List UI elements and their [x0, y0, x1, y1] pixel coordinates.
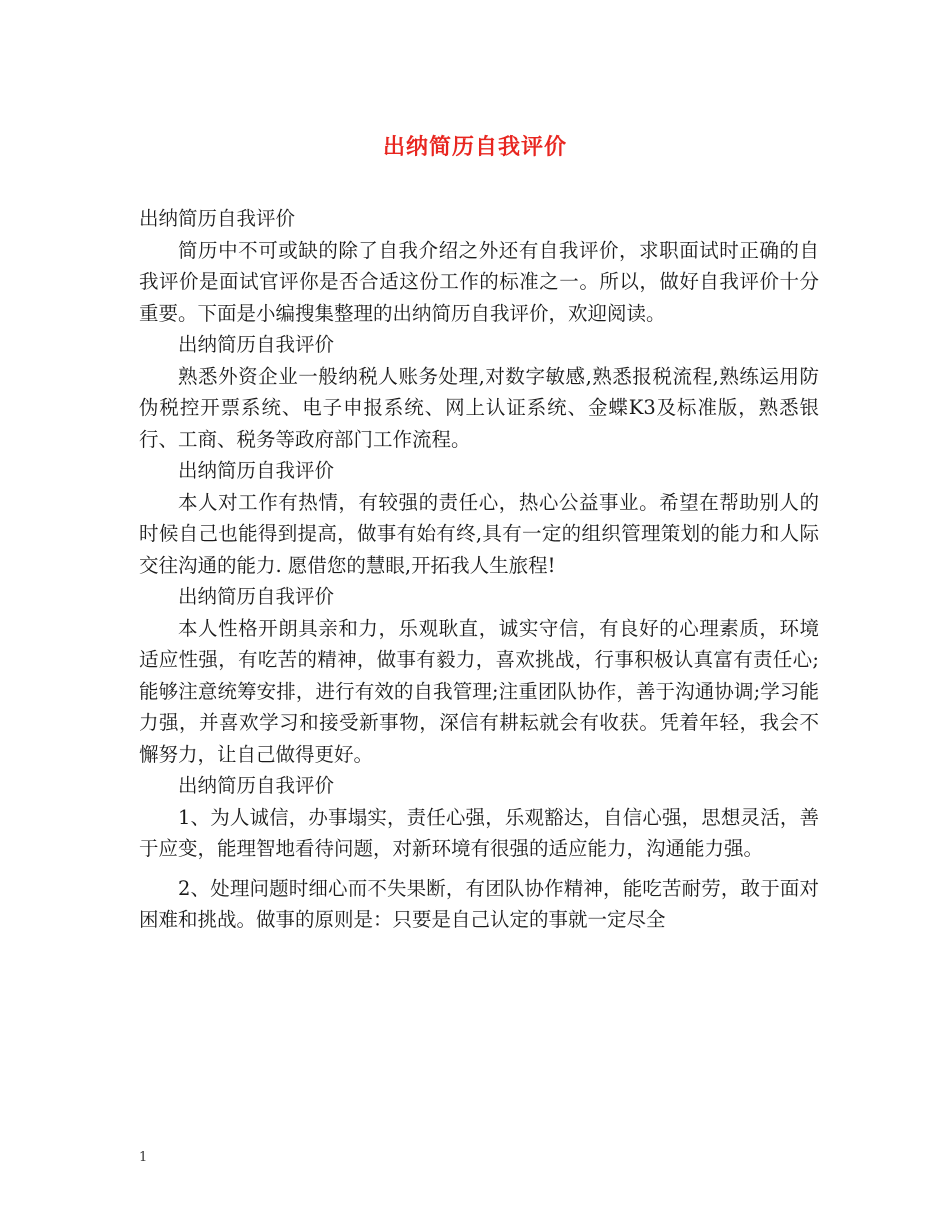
paragraph-subheading-1: 出纳简历自我评价 — [178, 333, 335, 356]
page-number: 1 — [139, 1150, 148, 1165]
paragraph-evaluation-4-item-2: 2、处理问题时细心而不失果断，有团队协作精神，能吃苦耐劳，敢于面对困难和挑战。做事的原则是：只要是自己认定的事就一定尽全 — [139, 876, 819, 931]
paragraph-subheading-3: 出纳简历自我评价 — [178, 585, 335, 608]
paragraph-subheading-4: 出纳简历自我评价 — [178, 774, 335, 797]
paragraph-evaluation-3: 本人性格开朗具亲和力，乐观耿直，诚实守信，有良好的心理素质，环境适应性强，有吃苦的精神，做事有毅力，喜欢挑战，行事积极认真富有责任心;能够注意统筹安排，进行有效的自我管理;注重团队协作，善于沟通协调;学习能力强，并喜欢学习和接受新事物，深信有耕耘就会有收获。凭着年轻，我会不懈努力，让自己做得更好。 — [139, 616, 819, 766]
paragraph-heading-intro: 出纳简历自我评价 — [139, 207, 296, 230]
document-body — [139, 203, 819, 936]
paragraph-intro: 简历中不可或缺的除了自我介绍之外还有自我评价，求职面试时正确的自我评价是面试官评你是否合适这份工作的标准之一。所以，做好自我评价十分重要。下面是小编搜集整理的出纳简历自我评价，欢迎阅读。 — [139, 238, 819, 325]
document-title: 出纳简历自我评价 — [382, 134, 567, 160]
paragraph-evaluation-2: 本人对工作有热情，有较强的责任心，热心公益事业。希望在帮助别人的时候自己也能得到提高，做事有始有终,具有一定的组织管理策划的能力和人际交往沟通的能力. 愿借您的慧眼,开拓我人生旅程! — [139, 490, 819, 577]
paragraph-evaluation-4-item-1: 1、为人诚信，办事塌实，责任心强，乐观豁达，自信心强，思想灵活，善于应变，能理智地看待问题，对新环境有很强的适应能力，沟通能力强。 — [139, 805, 819, 860]
paragraph-evaluation-1: 熟悉外资企业一般纳税人账务处理,对数字敏感,熟悉报税流程,熟练运用防伪税控开票系统、电子申报系统、网上认证系统、金蝶K3及标准版，熟悉银行、工商、税务等政府部门工作流程。 — [139, 364, 819, 451]
paragraph-subheading-2: 出纳简历自我评价 — [178, 459, 335, 482]
